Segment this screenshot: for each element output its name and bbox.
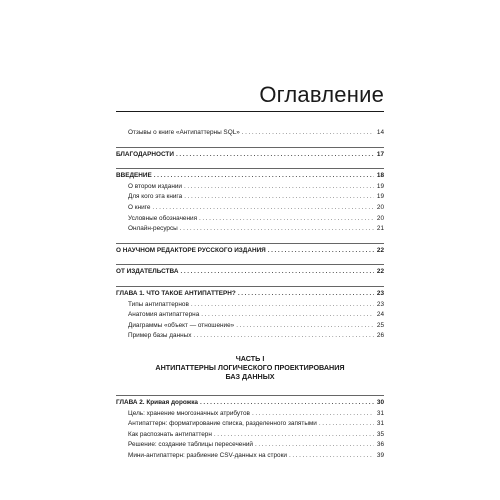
toc-part-line: АНТИПАТТЕРНЫ ЛОГИЧЕСКОГО ПРОЕКТИРОВАНИЯ xyxy=(155,362,345,372)
toc-entry-label: Для кого эта книга xyxy=(128,193,183,201)
toc-leader-dots xyxy=(180,224,374,235)
toc-section-entry[interactable] xyxy=(116,224,384,235)
toc-chapter-entry[interactable] xyxy=(116,171,384,182)
toc-section-entry[interactable] xyxy=(116,300,384,311)
toc-page-number: 20 xyxy=(376,214,384,222)
toc-entry-label: Анатомия антипаттерна xyxy=(128,311,200,319)
toc-page-number: 18 xyxy=(376,172,384,180)
toc-page-number: 23 xyxy=(376,289,384,297)
toc-leader-dots xyxy=(176,150,374,161)
toc-part-line: ЧАСТЬ I xyxy=(235,353,265,363)
toc-section-entry[interactable] xyxy=(116,182,384,193)
toc-section-entry[interactable] xyxy=(116,321,384,332)
toc-entry-label: Решение: создание таблицы пересечений xyxy=(128,441,253,449)
toc-section-entry[interactable] xyxy=(116,331,384,342)
toc-chapter-entry[interactable] xyxy=(116,150,384,161)
toc-page-number: 23 xyxy=(376,300,384,308)
toc-part-heading xyxy=(116,354,384,381)
toc-page-number: 26 xyxy=(376,332,384,340)
toc-entry-label: Отзывы о книге «Антипаттерны SQL» xyxy=(128,129,240,136)
toc-leader-dots xyxy=(191,300,374,311)
toc-leader-dots xyxy=(242,128,374,139)
toc-section-entry[interactable] xyxy=(116,440,384,451)
toc-chapter-entry[interactable] xyxy=(116,267,384,278)
toc-leader-dots xyxy=(214,430,374,441)
toc-gap xyxy=(116,278,384,286)
toc-entry-label: ОТ ИЗДАТЕЛЬСТВА xyxy=(116,268,179,276)
table-of-contents xyxy=(116,128,384,461)
toc-page-number: 31 xyxy=(376,420,384,428)
toc-leader-dots xyxy=(199,214,374,225)
toc-leader-dots xyxy=(319,419,374,430)
toc-leader-dots xyxy=(184,182,374,193)
toc-divider xyxy=(116,264,384,265)
toc-gap xyxy=(116,256,384,264)
toc-page-number: 21 xyxy=(376,225,384,233)
toc-entry-label: О НАУЧНОМ РЕДАКТОРЕ РУССКОГО ИЗДАНИЯ xyxy=(116,246,266,254)
toc-section-entry[interactable] xyxy=(116,430,384,441)
toc-entry-label: ВВЕДЕНИЕ xyxy=(116,172,152,180)
toc-entry-label: Мини-антипаттерн: разбиение CSV-данных на строки xyxy=(128,451,287,459)
page-title: Оглавление xyxy=(259,82,384,107)
toc-divider xyxy=(116,147,384,148)
toc-section-entry[interactable] xyxy=(116,128,384,139)
toc-section-entry[interactable] xyxy=(116,451,384,462)
toc-divider xyxy=(116,286,384,287)
toc-entry-label: О втором издании xyxy=(128,182,182,190)
toc-leader-dots xyxy=(252,409,374,420)
toc-chapter-entry[interactable] xyxy=(116,289,384,300)
toc-page-number: 25 xyxy=(376,321,384,329)
toc-leader-dots xyxy=(289,451,374,462)
toc-leader-dots xyxy=(152,203,374,214)
toc-entry-label: Типы антипаттернов xyxy=(128,300,189,308)
toc-entry-label: ГЛАВА 1. ЧТО ТАКОЕ АНТИПАТТЕРН? xyxy=(116,289,236,297)
toc-leader-dots xyxy=(201,310,374,321)
toc-part-line: БАЗ ДАННЫХ xyxy=(225,371,275,381)
toc-page-number: 22 xyxy=(376,246,384,254)
toc-entry-label: БЛАГОДАРНОСТИ xyxy=(116,150,174,158)
toc-divider xyxy=(116,395,384,396)
toc-entry-label: Цель: хранение многозначных атрибутов xyxy=(128,409,250,417)
toc-entry-label: Диаграммы «объект — отношение» xyxy=(128,321,235,329)
toc-leader-dots xyxy=(268,246,374,257)
toc-entry-label: Онлайн-ресурсы xyxy=(128,225,178,233)
toc-entry-label: О книге xyxy=(128,203,151,211)
toc-leader-dots xyxy=(154,171,374,182)
toc-entry-label: Антипаттерн: форматирование списка, разделенного запятыми xyxy=(128,420,317,428)
toc-leader-dots xyxy=(255,440,374,451)
toc-section-entry[interactable] xyxy=(116,310,384,321)
toc-page-number: 14 xyxy=(376,129,384,136)
toc-page-number: 30 xyxy=(376,398,384,406)
toc-leader-dots xyxy=(180,267,374,278)
toc-page-number: 19 xyxy=(376,182,384,190)
toc-entry-label: Условные обозначения xyxy=(128,214,198,222)
toc-divider xyxy=(116,243,384,244)
title-rule xyxy=(116,111,384,112)
toc-section-entry[interactable] xyxy=(116,203,384,214)
toc-entry-label: Как распознать антипаттерн xyxy=(128,430,212,438)
toc-gap xyxy=(116,160,384,168)
toc-page-number: 35 xyxy=(376,430,384,438)
toc-leader-dots xyxy=(238,289,374,300)
toc-entry-label: ГЛАВА 2. Кривая дорожка xyxy=(116,398,198,406)
toc-leader-dots xyxy=(193,331,374,342)
toc-section-entry[interactable] xyxy=(116,419,384,430)
toc-page-number: 22 xyxy=(376,268,384,276)
toc-page-number: 24 xyxy=(376,311,384,319)
toc-page-number: 31 xyxy=(376,409,384,417)
toc-page-number: 39 xyxy=(376,451,384,459)
toc-gap xyxy=(116,139,384,147)
toc-page-number: 17 xyxy=(376,150,384,158)
toc-page-number: 36 xyxy=(376,441,384,449)
toc-divider xyxy=(116,168,384,169)
toc-section-entry[interactable] xyxy=(116,192,384,203)
toc-leader-dots xyxy=(200,398,374,409)
toc-page-number: 19 xyxy=(376,193,384,201)
toc-gap xyxy=(116,235,384,243)
toc-entry-label: Пример базы данных xyxy=(128,332,192,340)
toc-chapter-entry[interactable] xyxy=(116,246,384,257)
toc-section-entry[interactable] xyxy=(116,214,384,225)
toc-leader-dots xyxy=(184,192,374,203)
toc-page-number: 20 xyxy=(376,203,384,211)
toc-section-entry[interactable] xyxy=(116,409,384,420)
toc-leader-dots xyxy=(236,321,374,332)
toc-chapter-entry[interactable] xyxy=(116,398,384,409)
